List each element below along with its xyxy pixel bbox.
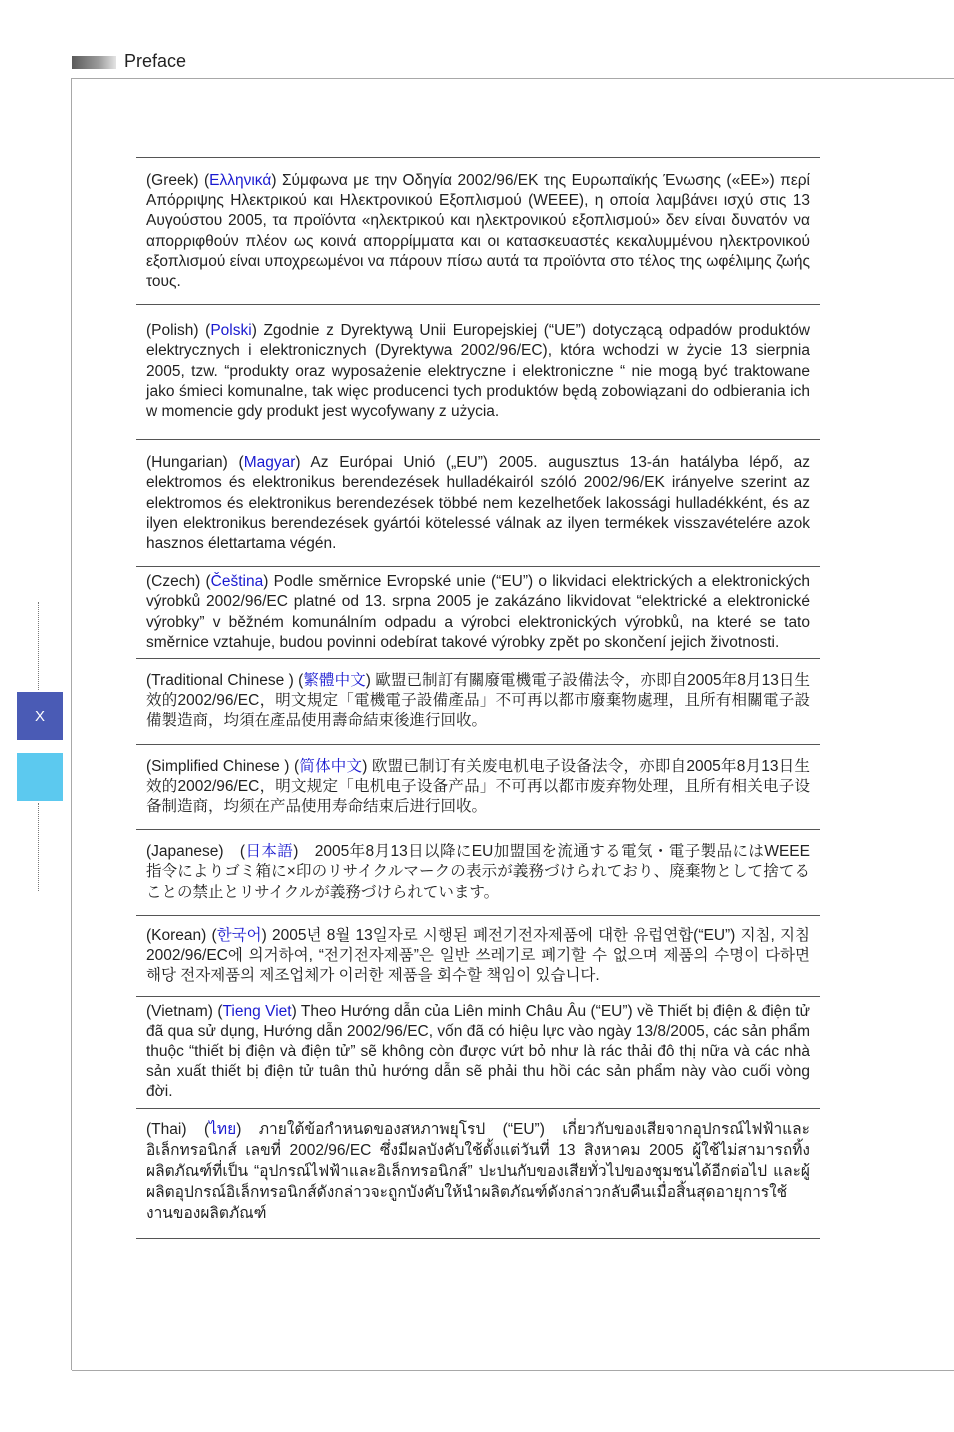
language-label: 한국어 [216, 926, 262, 944]
frame-bottom-line [72, 1370, 954, 1371]
entry-text: ) Σύμφωνα με την Οδηγία 2002/96/ΕΚ της Ευρωπαϊκής Ένωσης («ΕΕ») περί Απόρριψης Ηλεκτρικού και Ηλεκτρονικού Εξοπλισμού (WEEE), η οποία λαμβάνει ισχύ στις 13 Αυγούστου 2005, τα προϊόντα «ηλεκτρικού και ηλεκτρονικού εξοπλισμού» δεν είναι δυνατόν να απορριφθούν πλέον ως κοινά απορρίμματα και οι κατασκευαστές κεκαλυμμένου ηλεκτρονικού εξοπλισμού είναι υποχρεωμένοι να πάρουν πίσω αυτά τα προϊόντα στο τέλος της ωφέλιμης ζωής τους. [146, 172, 810, 291]
header-bar [72, 56, 116, 69]
frame-top-line [72, 78, 954, 79]
side-tab-x[interactable]: X [17, 692, 63, 740]
dotted-line-top [38, 602, 39, 690]
entry-vietnam [136, 997, 820, 1109]
entry-polish [136, 305, 820, 440]
language-label: Magyar [243, 454, 296, 472]
language-label: Polski [210, 322, 252, 340]
entry-czech [136, 567, 820, 659]
entry-prefix: (Korean) ( [146, 926, 217, 944]
entry-text: ) 2005年8月13日以降にEU加盟国を流通する電気・電子製品にはWEEE指令によりゴミ箱に×印のリサイクルマークの表示が義務づけられており、廃棄物として捨てることの禁止とリサイクルが義務づけられています。 [146, 843, 810, 901]
entry-text: ) Podle směrnice Evropské unie (“EU”) o likvidaci elektrických a elektronických výrobků 2002/96/EC platné od 13. srpna 2005 je zakázáno likvidovat “elektrické a elektronické výrobky” v běžném komunálním odpadu a výrobci elektronických výrobků, na které se tato směrnice vztahuje, budou povinni odebírat takové výrobky zpět po skončení jejich životnosti. [146, 573, 810, 651]
weee-statements [136, 157, 820, 1239]
entry-prefix: (Vietnam) ( [146, 1002, 223, 1020]
entry-simplified-chinese [136, 745, 820, 831]
entry-text: ) ภายใต้ข้อกำหนดของสหภาพยุโรป (“EU”) เกี่ยวกับของเสียจากอุปกรณ์ไฟฟ้าและอิเล็กทรอนิกส์ เลขที่ 2002/96/EC ซึ่งมีผลบังคับใช้ตั้งแต่วันที่ 13 สิงหาคม 2005 ผู้ใช้ไม่สามารถทิ้งผลิตภัณฑ์ที่เป็น “อุปกรณ์ไฟฟ้าและอิเล็กทรอนิกส์” ปะปนกับของเสียทั่วไปของชุมชนได้อีกต่อไป และผู้ผลิตอุปกรณ์อิเล็กทรอนิกส์ดังกล่าวจะถูกบังคับให้นำผลิตภัณฑ์ดังกล่าวกลับคืนเมื่อสิ้นสุดอายุการใช้งานของผลิตภัณฑ์ [146, 1120, 810, 1222]
language-label: 简体中文 [299, 757, 363, 775]
language-label: Ελληνικά [209, 172, 272, 189]
frame-left-line [71, 78, 72, 1370]
entry-text: ) 欧盟已制订有关废电机电子设备法令，亦即自2005年8月13日生效的2002/96/EC，明文规定「电机电子设备产品」不可再以都市废弃物处理，且所有相关电子设备制造商，均须在产品使用寿命结束后进行回收。 [146, 757, 810, 816]
entry-text: ) Az Európai Unió („EU”) 2005. augusztus 13-án hatályba lépő, az elektromos és elektronikus berendezések hulladékairól szóló 2002/96/EK irányelve szerint az elektromos és elektronikus berendezések többé nem kezelhetőek lakossági hulladékként, és az ilyen elektronikus berendezések gyártói kötelessé válnak az ilyen termékek visszavételére azok hasznos élettartama végén. [146, 454, 810, 553]
entry-text: ) Zgodnie z Dyrektywą Unii Europejskiej (“UE”) dotyczącą odpadów produktów elektrycznych i elektronicznych (Dyrektywa 2002/96/EC), która wchodzi w życie 13 sierpnia 2005, tzw. “produkty oraz wyposażenie elektryczne i elektroniczne “ nie mogą być traktowane jako śmieci komunalne, tak więc producenci tych produktów będą zobowiązani do odbierania ich w momencie gdy produkt jest wycofywany z użycia. [146, 322, 811, 421]
language-label: Tieng Viet [222, 1002, 292, 1020]
entry-prefix: (Czech) ( [146, 573, 211, 591]
language-label: ไทย [209, 1120, 237, 1138]
dotted-line-bottom [38, 803, 39, 891]
entry-korean [136, 916, 820, 997]
entry-prefix: (Simplified Chinese ) ( [146, 757, 300, 775]
language-label: 繁體中文 [303, 672, 366, 690]
entry-text: ) 2005년 8월 13일자로 시행된 폐전기전자제품에 대한 유럽연합(“EU”) 지침, 지침 2002/96/EC에 의거하여, “전기전자제품”은 일반 쓰레기로 폐기할 수 없으며 제품의 수명이 다하면 해당 전자제품의 제조업체가 이러한 제품을 회수할 책임이 있습니다. [146, 926, 810, 985]
entry-text: ) 歐盟已制訂有關廢電機電子設備法令，亦即自2005年8月13日生效的2002/96/EC，明文規定「電機電子設備產品」不可再以都市廢棄物處理，且所有相關電子設備製造商，均須在產品使用壽命結束後進行回收。 [146, 672, 810, 730]
entry-greek [136, 158, 820, 305]
side-tab-blue [17, 753, 63, 801]
language-label: Čeština [210, 573, 264, 591]
language-label: 日本語 [245, 843, 294, 861]
entry-thai [136, 1109, 820, 1239]
entry-prefix: (Greek) ( [146, 172, 210, 189]
entry-prefix: (Polish) ( [146, 322, 211, 340]
entry-prefix: (Japanese) ( [146, 843, 246, 861]
entry-prefix: (Traditional Chinese ) ( [146, 672, 304, 690]
entry-text: ) Theo Hướng dẫn của Liên minh Châu Âu (“EU”) về Thiết bị điện & điện tử đã qua sử dụng, Hướng dẫn 2002/96/EC, vốn đã có hiệu lực vào ngày 13/8/2005, các sản phẩm thuộc “thiết bị điện và điện tử” sẽ không còn được vứt bỏ như là rác thải đô thị nữa và các nhà sản xuất thiết bị điện tử tuân thủ hướng dẫn sẽ phải thu hồi các sản phẩm này vào cuối vòng đời. [146, 1002, 811, 1101]
page-title: Preface [124, 51, 187, 71]
entry-hungarian [136, 440, 820, 567]
entry-prefix: (Thai) ( [146, 1120, 210, 1138]
entry-traditional-chinese [136, 659, 820, 745]
entry-japanese [136, 830, 820, 916]
entry-prefix: (Hungarian) ( [146, 454, 244, 472]
